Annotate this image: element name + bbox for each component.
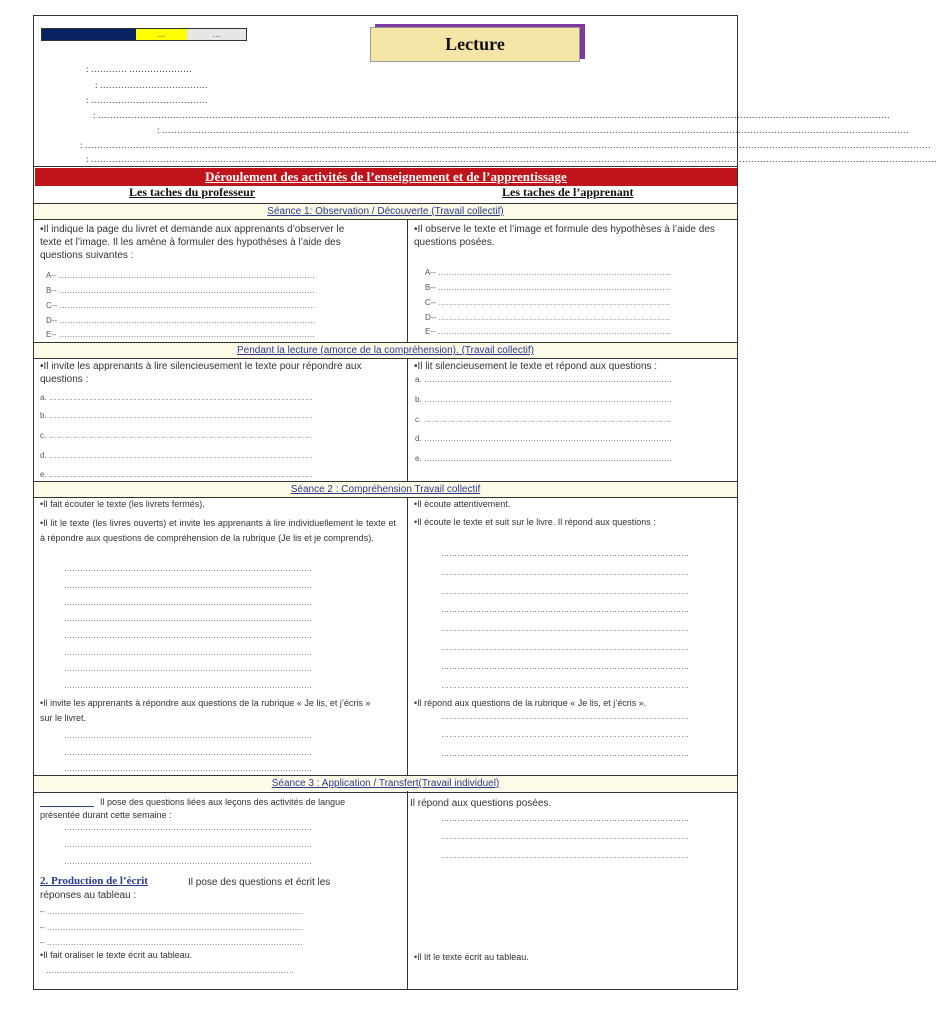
divider <box>33 219 738 220</box>
s4-prof-dots: ………………………………………………………………………………… <box>46 966 294 975</box>
header-line: : ……………………………… <box>95 80 208 90</box>
s2-app-item: c. ………………………………………………………………………………… <box>415 415 672 424</box>
divider <box>33 358 738 359</box>
s2-prof-item: c. ……………………………………………………………………………………… <box>40 431 313 440</box>
s3-prof-dots: ………………………………………………………………………………… <box>64 564 312 573</box>
s4-app-dots: ………………………………………………………………………………… <box>441 851 689 860</box>
s3-prof-text-1: •Il fait écouter le texte (les livrets fermés). <box>40 499 205 509</box>
s3-prof-dots: ………………………………………………………………………………… <box>64 664 312 673</box>
s2-app-item: e. ………………………………………………………………………………… <box>415 454 672 463</box>
s1-prof-item: C-- …………………………………………………………………………………… <box>46 301 316 310</box>
banner: Déroulement des activités de l’enseignement et de l’apprentissage <box>35 168 737 186</box>
s3-prof-text-3: •Il invite les apprenants à répondre aux questions de la rubrique « Je lis, et j’écris » sur le livret. <box>40 698 371 723</box>
s3-app-dots: ………………………………………………………………………………… <box>441 712 689 721</box>
production-heading: 2. Production de l’écrit <box>40 875 148 887</box>
s3-app-dots: ………………………………………………………………………………… <box>441 730 689 739</box>
s2-prof-item: d. ……………………………………………………………………………………… <box>40 451 313 460</box>
s1-app-item: E-- …………………………………………………………………………… <box>425 327 670 336</box>
divider <box>33 792 738 793</box>
header-line: : ………………………………… <box>86 95 208 105</box>
s1-prof-text: •Il indique la page du livret et demande aux apprenants d’observer le texte et l’image. Il les amène à formuler des hypothèses à l’aide des questions suivantes : <box>40 224 345 261</box>
s1-prof-item: D-- …………………………………………………………………………………… <box>46 316 316 325</box>
seance-2-title: Séance 2 : Compréhension Travail collectif <box>34 482 737 497</box>
s2-app-item: d. ………………………………………………………………………………… <box>415 434 672 443</box>
divider <box>33 166 738 167</box>
header-color-bar <box>41 28 247 41</box>
s4-prof-dots: ………………………………………………………………………………… <box>64 823 312 832</box>
s1-app-item: D-- …………………………………………………………………………… <box>425 313 671 322</box>
bar-grey: … <box>187 29 246 40</box>
s3-prof-text-2: •Il lit le texte (les livres ouverts) et invite les apprenants à lire individuellement le texte et à répondre aux questions de compréhension de la rubrique (Je lis et je comprends). <box>40 518 396 543</box>
s4-dash-item: – …………………………………………………………………………………… <box>40 923 303 932</box>
s2-app-item: b. ………………………………………………………………………………… <box>415 395 672 404</box>
s3-prof-dots: ………………………………………………………………………………… <box>64 748 312 757</box>
header-line: : ………………………………………………………………………………………………………………………………………………………………………………………………………………………………………………………… <box>86 154 937 164</box>
s2-app-item: a. ………………………………………………………………………………… <box>415 375 672 384</box>
header-line: : ………… ………………… <box>86 64 193 74</box>
bar-navy <box>42 29 136 40</box>
s1-app-item: C-- …………………………………………………………………………… <box>425 298 671 307</box>
s1-prof-item: A-- …………………………………………………………………………………… <box>46 271 315 280</box>
s3-prof-dots: ………………………………………………………………………………… <box>64 614 312 623</box>
s3-app-text-1: •Il écoute attentivement. <box>414 499 511 509</box>
header-line: : ………………………………………………………………………………………………………………………………………………………………………………………………………………………………………… <box>93 110 890 120</box>
s1-app-text: •Il observe le texte et l’image et formule des hypothèses à l’aide des questions posées. <box>414 224 715 248</box>
s3-app-dots: ………………………………………………………………………………… <box>441 568 689 577</box>
s4-app-dots: ………………………………………………………………………………… <box>441 832 689 841</box>
s3-app-dots: ………………………………………………………………………………… <box>441 624 689 633</box>
s4-prof-text-3: •Il fait oraliser le texte écrit au tableau. <box>40 950 193 960</box>
s1-prof-item: E-- …………………………………………………………………………………… <box>46 330 315 339</box>
s3-app-dots: ………………………………………………………………………………… <box>441 587 689 596</box>
s3-prof-dots: ………………………………………………………………………………… <box>64 598 312 607</box>
s1-prof-item: B-- …………………………………………………………………………………… <box>46 286 315 295</box>
s2-app-text: •Il lit silencieusement le texte et répond aux questions : <box>414 361 658 372</box>
s2-prof-text: •Il invite les apprenants à lire silencieusement le texte pour répondre aux questions : <box>40 361 362 385</box>
s3-prof-dots: ………………………………………………………………………………… <box>64 648 312 657</box>
bar-yellow: … <box>136 29 187 40</box>
s4-dash-item: – …………………………………………………………………………………… <box>40 938 303 947</box>
s3-prof-dots: ………………………………………………………………………………… <box>64 631 312 640</box>
s3-app-text-2: •Il écoute le texte et suit sur le livre. Il répond aux questions : <box>414 517 656 527</box>
s4-app-text-2: •Il lit le texte écrit au tableau. <box>414 952 529 962</box>
s4-app-text-1: Il répond aux questions posées. <box>410 798 552 809</box>
s3-app-dots: ………………………………………………………………………………… <box>441 549 689 558</box>
s4-prof-dots: ………………………………………………………………………………… <box>64 857 312 866</box>
s3-prof-dots: ………………………………………………………………………………… <box>64 731 312 740</box>
column-divider <box>407 220 408 990</box>
seance-reading-title: Pendant la lecture (amorce de la compréhension). (Travail collectif) <box>34 343 737 358</box>
s4-app-dots: ………………………………………………………………………………… <box>441 814 689 823</box>
s4-prof-text-1: Il pose des questions liées aux leçons des activités de langue présentée durant cette semaine : <box>40 797 346 820</box>
seance-3-title: Séance 3 : Application / Transfert(Travail individuel) <box>34 776 737 791</box>
s2-prof-item: e. ……………………………………………………………………………………… <box>40 470 313 479</box>
column-header-app: Les taches de l’apprenant <box>502 185 634 199</box>
s4-prof-text-2: Il pose des questions et écrit les réponses au tableau : <box>40 877 331 901</box>
s1-app-item: B-- …………………………………………………………………………… <box>425 283 670 292</box>
column-header-prof: Les taches du professeur <box>129 185 256 199</box>
seance-1-title: Séance 1: Observation / Découverte (Travail collectif) <box>34 204 737 219</box>
s2-prof-item: a. ……………………………………………………………………………………… <box>40 393 313 402</box>
s2-prof-item: b. ……………………………………………………………………………………… <box>40 411 313 420</box>
s3-prof-dots: ………………………………………………………………………………… <box>64 764 312 773</box>
s4-prof-dots: ………………………………………………………………………………… <box>64 840 312 849</box>
header-line: : ………………………………………………………………………………………………………………………………………………………………………………………………………………………………………………………… <box>80 140 931 150</box>
s3-prof-dots: ………………………………………………………………………………… <box>64 681 312 690</box>
s3-app-dots: ………………………………………………………………………………… <box>441 643 689 652</box>
s3-app-dots: ………………………………………………………………………………… <box>441 605 689 614</box>
s3-app-dots: ………………………………………………………………………………… <box>441 749 689 758</box>
header-line: : …………………………………………………………………………………………………………………………………………………………………………………………………………………………… <box>157 125 909 135</box>
s3-app-dots: ………………………………………………………………………………… <box>441 681 689 690</box>
page-title: Lecture <box>370 27 580 62</box>
s3-prof-dots: ………………………………………………………………………………… <box>64 581 312 590</box>
s1-app-item: A-- …………………………………………………………………………… <box>425 268 670 277</box>
s4-dash-item: – …………………………………………………………………………………… <box>40 907 303 916</box>
s3-app-text-3: •Il répond aux questions de la rubrique « Je lis, et j’écris ». <box>414 698 647 708</box>
s3-app-dots: ………………………………………………………………………………… <box>441 662 689 671</box>
